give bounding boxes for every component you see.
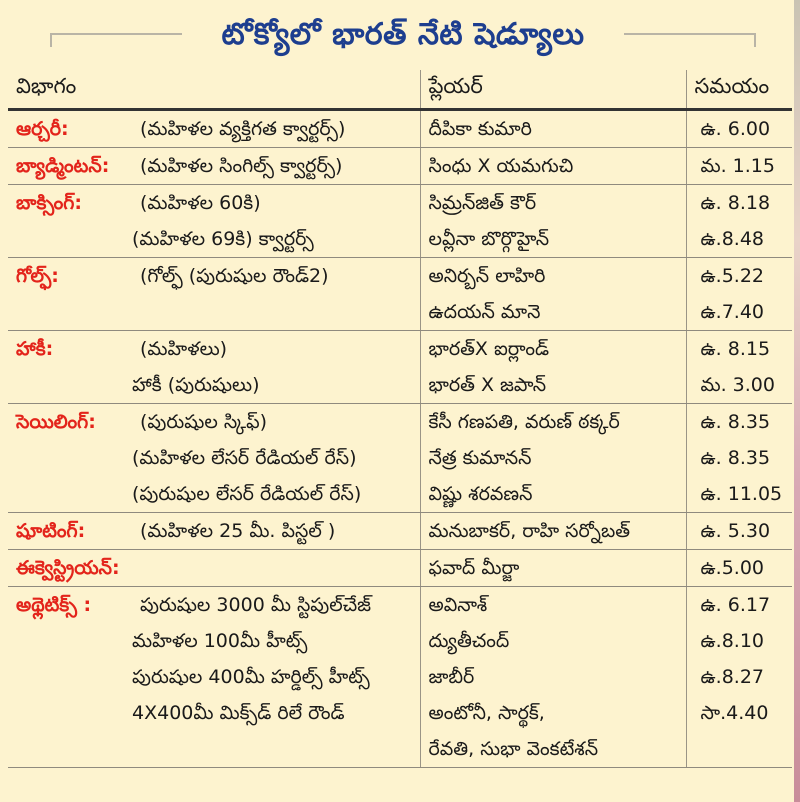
time-cell xyxy=(686,404,792,513)
time-cell xyxy=(686,587,792,768)
category-line xyxy=(8,440,420,476)
player-cell xyxy=(420,513,686,550)
category-cell xyxy=(8,258,420,331)
time-value: మ. 1.15 xyxy=(700,155,775,177)
header-category: విభాగం xyxy=(8,70,420,110)
category-line xyxy=(8,111,420,147)
category-cell xyxy=(8,110,420,148)
event-label: (పురుషుల లేసర్ రేడియల్ రేస్) xyxy=(132,483,362,505)
player-cell xyxy=(420,587,686,768)
category-line xyxy=(8,659,420,695)
table-row xyxy=(8,587,792,768)
player-name: రేవతి, సుభా వెంకటేశన్ xyxy=(428,738,599,760)
header-player: ప్లేయర్ xyxy=(420,70,686,110)
category-line xyxy=(8,148,420,184)
time-value: ఉ. 8.18 xyxy=(700,192,771,214)
time-value: ఉ.7.40 xyxy=(700,301,765,323)
category-line xyxy=(8,185,420,221)
time-cell xyxy=(686,110,792,148)
title-rule-tick-left xyxy=(50,33,52,47)
time-cell xyxy=(686,513,792,550)
category-label: సెయిలింగ్: xyxy=(16,411,96,433)
category-line xyxy=(8,695,420,731)
category-cell xyxy=(8,331,420,404)
table-row xyxy=(8,148,792,185)
time-value: సా.4.40 xyxy=(700,702,769,724)
title-banner xyxy=(0,0,800,66)
player-cell xyxy=(420,148,686,185)
player-name: మనుబాకర్, రాహి సర్నోబత్ xyxy=(428,520,631,542)
category-label: హాకీ: xyxy=(16,338,54,360)
player-name: అవినాశ్ xyxy=(428,594,488,616)
time-cell xyxy=(686,331,792,404)
event-label: పురుషుల 400మీ హర్డిల్స్ హీట్స్ xyxy=(132,666,370,688)
time-value: ఉ. 5.30 xyxy=(700,520,771,542)
category-label: ఆర్చరీ: xyxy=(16,118,69,140)
category-cell xyxy=(8,185,420,258)
time-value: ఉ.5.00 xyxy=(700,557,765,579)
table-row xyxy=(8,404,792,513)
category-cell xyxy=(8,404,420,513)
table-row xyxy=(8,258,792,331)
time-value: ఉ. 11.05 xyxy=(700,483,783,505)
page-title: టోక్యోలో భారత్ నేటి షెడ్యూలు xyxy=(186,12,620,58)
event-label: (మహిళల సింగిల్స్ క్వార్టర్స్) xyxy=(140,155,343,177)
category-cell xyxy=(8,587,420,768)
event-label: (గోల్ఫ్ (పురుషుల రౌండ్2) xyxy=(140,265,329,287)
event-label: మహిళల 100మీ హీట్స్ xyxy=(132,630,308,652)
player-name: సిమ్రన్‌జిత్ కౌర్ xyxy=(428,192,537,214)
page-edge-decoration xyxy=(794,0,800,802)
table-row xyxy=(8,331,792,404)
category-line xyxy=(8,404,420,440)
header-time: సమయం xyxy=(686,70,792,110)
player-cell xyxy=(420,258,686,331)
category-line xyxy=(8,258,420,294)
player-name: లవ్లీనా బొర్గొహైన్ xyxy=(428,228,550,250)
player-name: విష్ణు శరవణన్ xyxy=(428,483,533,505)
category-line xyxy=(8,367,420,403)
time-value: ఉ. 8.35 xyxy=(700,447,771,469)
category-line xyxy=(8,476,420,512)
event-label: (మహిళల 25 మీ. పిస్టల్ ) xyxy=(140,520,336,542)
table-row xyxy=(8,550,792,587)
player-name: ఉదయన్ మానె xyxy=(428,301,541,323)
player-name: ఫవాద్ మీర్జా xyxy=(428,557,520,579)
category-cell xyxy=(8,550,420,587)
player-name: కేసీ గణపతి, వరుణ్ ఠక్కర్ xyxy=(428,411,620,433)
event-label: (మహిళల 60కి) xyxy=(140,192,261,214)
event-label: పురుషుల 3000 మీ స్టిపుల్‌చేజ్ xyxy=(140,594,372,616)
schedule-table xyxy=(8,70,792,768)
category-label: బ్యాడ్మింటన్: xyxy=(16,155,110,177)
player-cell xyxy=(420,550,686,587)
time-value: ఉ.8.48 xyxy=(700,228,765,250)
player-name: జాబీర్ xyxy=(428,666,475,688)
time-value: ఉ. 8.15 xyxy=(700,338,771,360)
player-name: దీపికా కుమారి xyxy=(428,118,532,140)
time-cell xyxy=(686,185,792,258)
player-name: నేత్ర కుమానన్ xyxy=(428,447,532,469)
player-cell xyxy=(420,185,686,258)
category-line xyxy=(8,623,420,659)
title-rule-left xyxy=(50,33,182,35)
category-line xyxy=(8,550,420,586)
event-label: (మహిళల 69కి) క్వార్టర్స్ xyxy=(132,228,314,250)
category-label: బాక్సింగ్: xyxy=(16,192,82,214)
category-cell xyxy=(8,148,420,185)
player-name: భారత్X ఐర్లాండ్ xyxy=(428,338,550,360)
table-row xyxy=(8,185,792,258)
category-line xyxy=(8,221,420,257)
time-value: ఉ.8.10 xyxy=(700,630,765,652)
player-cell xyxy=(420,110,686,148)
time-value: ఉ.8.27 xyxy=(700,666,765,688)
category-label: ఈక్వెస్ట్రియన్: xyxy=(16,557,120,579)
table-row xyxy=(8,110,792,148)
event-label: (మహిళల వ్యక్తిగత క్వార్టర్స్) xyxy=(140,118,346,140)
player-name: అంటోనీ, సార్థక్, xyxy=(428,702,545,724)
category-cell xyxy=(8,513,420,550)
event-label: (మహిళలు) xyxy=(140,338,228,360)
event-label: (పురుషుల స్కిఫ్) xyxy=(140,411,267,433)
player-cell xyxy=(420,331,686,404)
title-rule-tick-right xyxy=(754,33,756,47)
category-label: అథ్లెటిక్స్ : xyxy=(16,594,92,616)
player-name: ద్యుతీచంద్ xyxy=(428,630,510,652)
event-label: (మహిళల లేసర్ రేడియల్ రేస్) xyxy=(132,447,357,469)
table-row xyxy=(8,513,792,550)
category-line xyxy=(8,587,420,623)
category-label: గోల్ఫ్: xyxy=(16,265,59,287)
category-line xyxy=(8,331,420,367)
time-value: ఉ. 6.00 xyxy=(700,118,771,140)
player-name: సింధు X యమగుచి xyxy=(428,155,574,177)
schedule-body xyxy=(8,110,792,768)
time-value: మ. 3.00 xyxy=(700,374,775,396)
time-cell xyxy=(686,148,792,185)
category-label: షూటింగ్: xyxy=(16,520,86,542)
title-rule-right xyxy=(624,33,756,35)
player-cell xyxy=(420,404,686,513)
header-row xyxy=(8,70,792,110)
event-label: 4X400మీ మిక్స్‌డ్ రిలే రౌండ్ xyxy=(132,702,345,724)
event-label: హాకీ (పురుషులు) xyxy=(132,374,260,396)
time-value: ఉ.5.22 xyxy=(700,265,765,287)
player-name: భారత్ X జపాన్ xyxy=(428,374,547,396)
player-name: అనిర్బన్ లాహిరి xyxy=(428,265,546,287)
time-cell xyxy=(686,258,792,331)
time-value: ఉ. 6.17 xyxy=(700,594,771,616)
time-value: ఉ. 8.35 xyxy=(700,411,771,433)
category-line xyxy=(8,513,420,549)
time-cell xyxy=(686,550,792,587)
